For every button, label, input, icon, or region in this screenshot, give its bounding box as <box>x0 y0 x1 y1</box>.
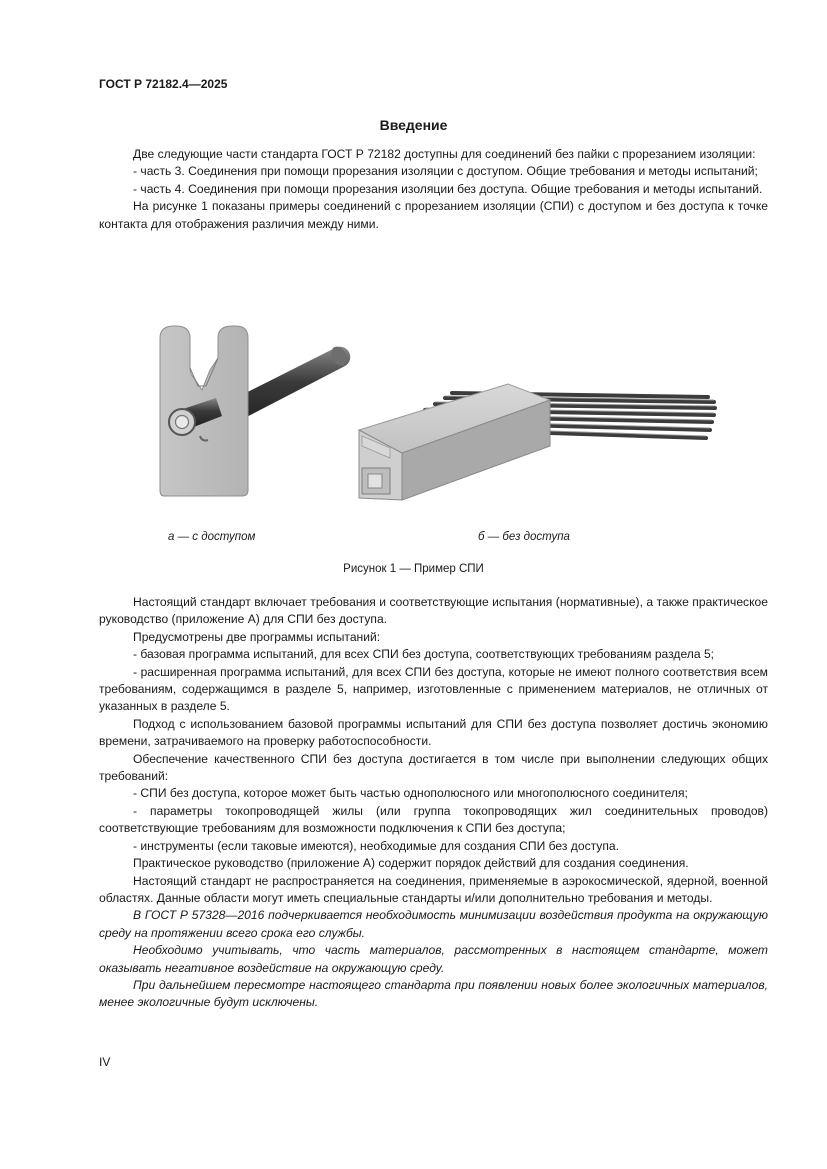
italic-paragraph: Необходимо учитывать, что часть материалов, рассмотренных в настоящем стандарте, может оказывать негативное воздействие на окружающую среду. <box>99 943 768 975</box>
idc-illustration <box>140 318 720 518</box>
list-item: - параметры токопроводящей жилы (или группа токопроводящих жил соединительных проводов) соответствующие требованиям для возможности подключения к СПИ без доступа; <box>99 803 768 836</box>
paragraph: Настоящий стандарт не распространяется на соединения, применяемые в аэрокосмической, ядерной, военной областях. Данные области могут иметь специальные стандарты и/или дополнительно требования и методы. <box>99 873 768 905</box>
paragraph: Подход с использованием базовой программы испытаний для СПИ без доступа позволяет достичь экономию времени, затрачиваемого на проверку работоспособности. <box>99 716 768 749</box>
page-number: IV <box>99 1055 111 1069</box>
paragraph: Обеспечение качественного СПИ без доступа достигается в том числе при выполнении следующих общих требований: <box>99 751 768 784</box>
list-item: - расширенная программа испытаний, для всех СПИ без доступа, которые не имеют полного соответствия всем требованиям, содержащимся в разделе 5, например, изготовленные с применением материалов, не отличных от указанных в разделе 5. <box>99 664 768 714</box>
italic-paragraph: В ГОСТ Р 57328—2016 подчеркивается необходимость минимизации воздействия продукта на окружающую среду на протяжении всего срока его службы. <box>99 908 768 940</box>
figure-title: Рисунок 1 — Пример СПИ <box>343 563 484 575</box>
paragraph: Предусмотрены две программы испытаний: <box>133 629 381 644</box>
paragraph: На рисунке 1 показаны примеры соединений с прорезанием изоляции (СПИ) с доступом и без доступа к точке контакта для отображения различия между ними. <box>99 199 768 231</box>
paragraph: Две следующие части стандарта ГОСТ Р 72182 доступны для соединений без пайки с прорезанием изоляции: <box>133 147 756 161</box>
list-item: - часть 3. Соединения при помощи прорезания изоляции с доступом. Общие требования и методы испытаний; <box>133 164 758 179</box>
italic-paragraph: При дальнейшем пересмотре настоящего стандарта при появлении новых более экологичных материалов, менее экологичные будут исключены. <box>99 977 768 1010</box>
list-item: - базовая программа испытаний, для всех СПИ без доступа, соответствующих требованиям раздела 5; <box>133 647 715 662</box>
list-item: - СПИ без доступа, которое может быть частью однополюсного или многополюсного соединителя; <box>133 786 688 801</box>
list-item: - часть 4. Соединения при помощи прорезания изоляции без доступа. Общие требования и методы испытаний. <box>133 181 763 196</box>
list-item: - инструменты (если таковые имеются), необходимые для создания СПИ без доступа. <box>133 838 619 853</box>
intro-text <box>99 146 768 233</box>
paragraph: Настоящий стандарт включает требования и соответствующие испытания (нормативные), а также практическое руководство (приложение А) для СПИ без доступа. <box>99 595 768 627</box>
figure-1 <box>140 318 720 518</box>
idc-without-access-image <box>359 384 715 500</box>
body-text <box>99 594 768 1012</box>
idc-with-access-image <box>160 326 350 496</box>
section-title: Введение <box>379 117 448 133</box>
paragraph: Практическое руководство (приложение А) содержит порядок действий для создания соединения. <box>133 856 689 871</box>
document-header: ГОСТ Р 72182.4—2025 <box>99 77 228 91</box>
figure-caption-a: а — с доступом <box>168 531 256 543</box>
figure-caption-b: б — без доступа <box>478 531 570 543</box>
